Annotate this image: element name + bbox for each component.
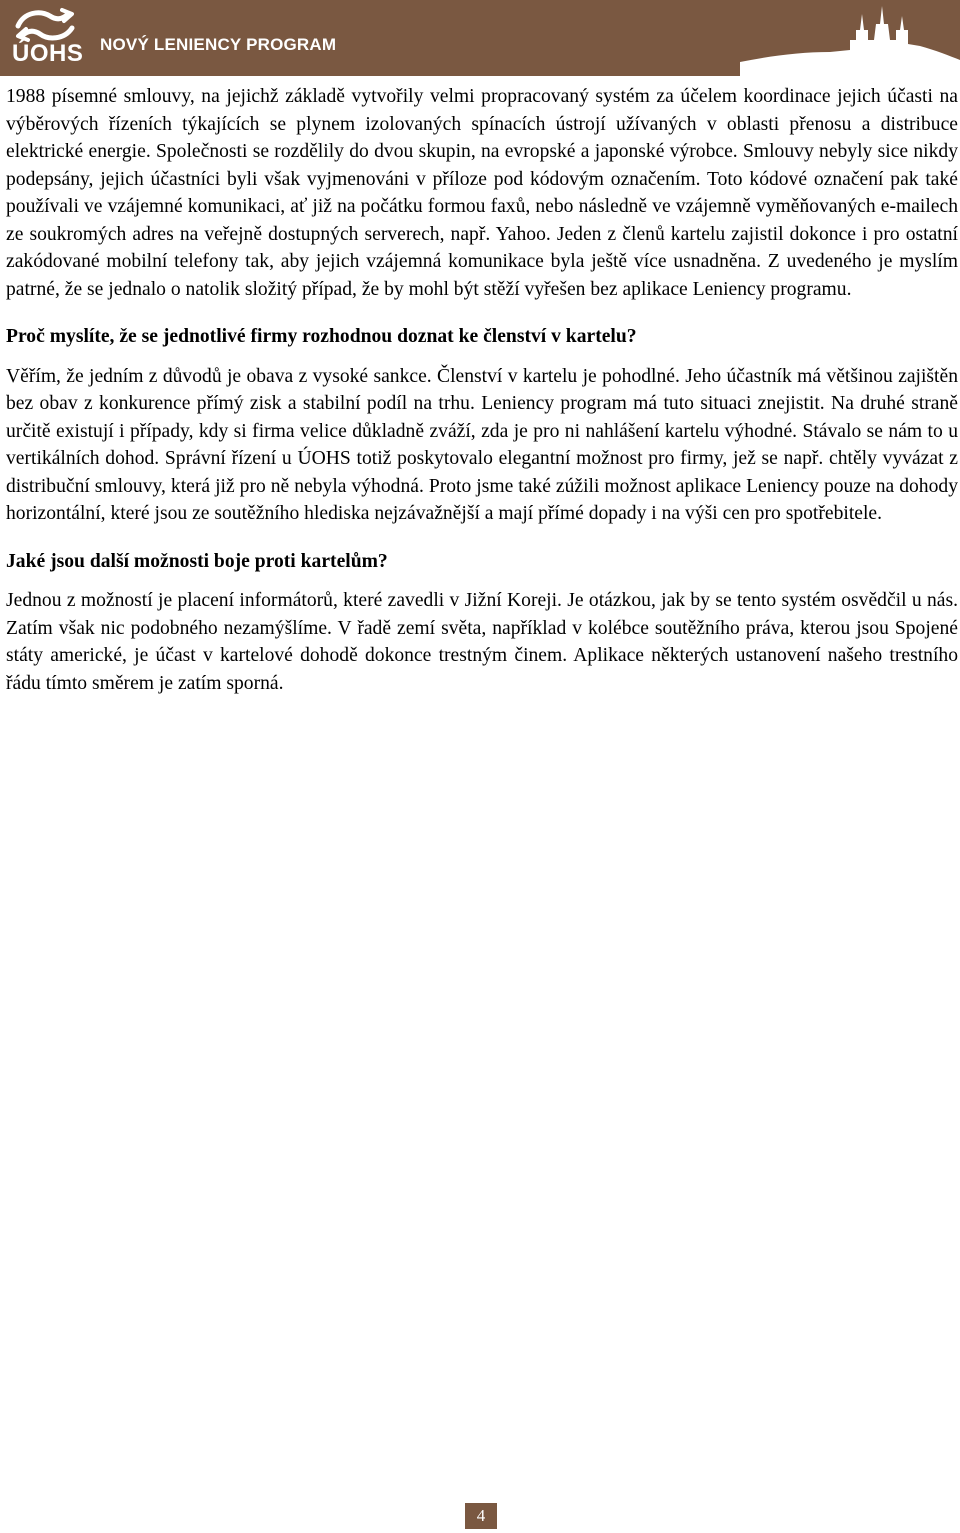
article-content xyxy=(6,83,958,697)
page-header xyxy=(0,0,960,76)
interview-question: Proč myslíte, že se jednotlivé firmy rozhodnou doznat ke členství v kartelu? xyxy=(6,326,637,347)
interview-question: Jaké jsou další možnosti boje proti kartelům? xyxy=(6,550,388,572)
program-title: NOVÝ LENIENCY PROGRAM xyxy=(100,35,337,54)
paragraph: Jednou z možností je placení informátorů, které zavedli v Jižní Koreji. Je otázkou, jak by se tento systém osvědčil u nás. Zatím však nic podobného nezamýšlíme. V řadě zemí světa, například v kolébce soutěžního práva, kterou jsou Spojené státy americké, je účast v kartelové dohodě dokonce trestným činem. Aplikace některých ustanovení našeho trestního řádu tímto směrem je zatím sporná. xyxy=(6,590,958,694)
logo-text: ÚOHS xyxy=(12,40,84,67)
page-number: 4 xyxy=(465,1503,497,1529)
paragraph: Věřím, že jedním z důvodů je obava z vysoké sankce. Členství v kartelu je pohodlné. Jeho účastník má většinou zajištěn bez obav z konkurence přímý zisk a stabilní podíl na trhu. Leniency program má tuto situaci znejistit. Na druhé straně určitě existují i případy, kdy si firma velice důkladně zváží, zda je pro ni nahlášení kartelu výhodné. Stávalo se nám to u vertikálních dohod. Správní řízení u ÚOHS totiž poskytovalo elegantní možnost pro firmy, jež se např. chtěly vyvázat z distribuční smlouvy, která již pro ně nebyla výhodná. Proto jsme také zúžili možnost aplikace Leniency pouze na dohody horizontální, které jsou ze soutěžního hlediska nejzávažnější a mají přímé dopady i na výši cen pro spotřebitele. xyxy=(6,365,958,524)
prague-castle-silhouette-icon xyxy=(740,0,960,76)
paragraph: 1988 písemné smlouvy, na jejichž základě vytvořily velmi propracovaný systém za účelem koordinace jejich účasti na výběrových řízeních týkajících se plynem izolovaných spínacích ústrojí užívaných v oblasti přenosu a distribuce elektrické energie. Společnosti se rozdělily do dvou skupin, na evropské a japonské výrobce. Smlouvy nebyly sice nikdy podepsány, jejich účastníci byli však vyjmenováni v příloze pod kódovým označením. Toto kódové označení pak také používali ve vzájemné komunikaci, ať již na počátku formou faxů, nebo následně ve vzájemně vyměňovaných e-mailech ze soukromých adres na veřejně dostupných serverech, např. Yahoo. Jeden z členů kartelu zajistil dokonce i pro ostatní zakódované mobilní telefony tak, aby jejich vzájemná komunikace byla ještě více usnadněna. Z uvedeného je myslím patrné, že se jednalo o natolik složitý případ, že by mohl být stěží vyřešen bez aplikace Leniency programu. xyxy=(6,86,958,300)
